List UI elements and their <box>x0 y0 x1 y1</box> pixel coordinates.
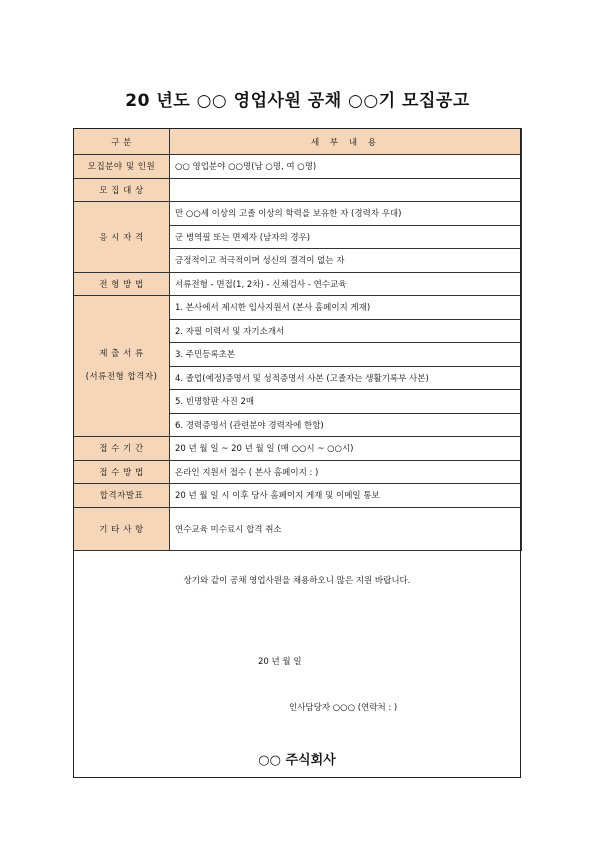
label-announcement: 합격자발표 <box>74 484 170 508</box>
company-name: ○○ 주식회사 <box>258 753 336 768</box>
value-method: 온라인 지원서 접수 ( 본사 홈페이지 : ) <box>170 460 522 484</box>
value-etc: 연수교육 미수료시 합격 취소 <box>170 507 522 550</box>
qualification-item: 긍정적이고 적극적이며 성신의 결격이 없는 자 <box>170 249 522 273</box>
qualification-item: 만 ○○세 이상의 고졸 이상의 학력을 보유한 자 (경력자 우대) <box>170 202 522 226</box>
label-field: 모집분야 및 인원 <box>74 155 170 179</box>
header-category: 구 분 <box>74 129 170 155</box>
label-etc: 기 타 사 항 <box>74 507 170 550</box>
hr-contact: 인사담당자 ○○○ (연락처 : ) <box>289 703 398 713</box>
document-item: 5. 빈명함판 사진 2매 <box>170 390 522 414</box>
label-selection: 전 형 방 법 <box>74 272 170 296</box>
label-qualification: 응 시 자 격 <box>74 202 170 273</box>
value-selection: 서류전형 - 면접(1, 2차) - 신체검사 - 연수교육 <box>170 272 522 296</box>
document-item: 1. 본사에서 제시한 입사지원서 (본사 홈페이지 게재) <box>170 296 522 320</box>
label-documents-main: 제 출 서 류 <box>99 349 144 359</box>
label-method: 접 수 방 법 <box>74 460 170 484</box>
value-period: 20 년 월 일 ~ 20 년 월 일 (매 ○○시 ~ ○○시) <box>170 437 522 461</box>
document-item: 3. 주민등록초본 <box>170 343 522 367</box>
document-item: 4. 졸업(예정)증명서 및 성적증명서 사본 (고졸자는 생활기록부 사본) <box>170 366 522 390</box>
label-target: 모 집 대 상 <box>74 178 170 202</box>
page-title: 20 년도 ○○ 영업사원 공채 ○○기 모집공고 <box>125 91 470 111</box>
qualification-item: 군 병역필 또는 면제자 (남자의 경우) <box>170 225 522 249</box>
issue-date: 20 년 월 일 <box>258 657 302 667</box>
value-field: ○○ 영업분야 ○○명(남 ○명, 여 ○명) <box>170 155 522 179</box>
closing-message: 상기와 같이 공채 영업사원을 채용하오니 많은 지원 바랍니다. <box>183 576 411 586</box>
document-item: 6. 경력증명서 (관련분야 경력자에 한함) <box>170 413 522 437</box>
label-documents-sub: (서류전형 합격자) <box>85 372 158 382</box>
header-details: 세 부 내 용 <box>170 129 522 155</box>
value-announcement: 20 년 월 일 시 이후 당사 홈페이지 게재 및 이메일 통보 <box>170 484 522 508</box>
document-item: 2. 자필 이력서 및 자기소개서 <box>170 319 522 343</box>
document-frame <box>73 128 521 778</box>
label-period: 접 수 기 간 <box>74 437 170 461</box>
